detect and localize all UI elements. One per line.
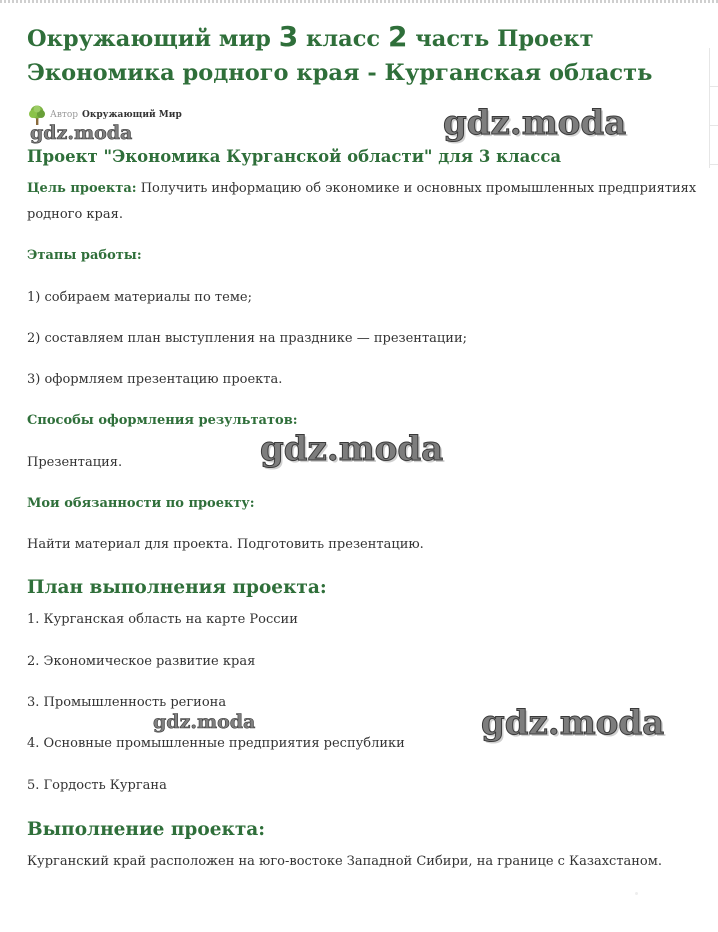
author-name[interactable]: Окружающий Мир [82, 110, 182, 120]
title-line-2: Экономика родного края - Курганская область [27, 60, 653, 86]
plan-heading: План выполнения проекта: [27, 577, 327, 598]
stage-item: 2) составляем план выступления на празднике — презентации; [27, 331, 467, 346]
project-goal [27, 176, 697, 228]
execution-text: Курганский край расположен на юго-востоке Западной Сибири, на границе с Казахстаном. [27, 854, 663, 869]
title-part-number: 2 [387, 20, 408, 53]
decorative-dot [635, 892, 638, 895]
title-grade-number: 3 [278, 20, 299, 53]
watermark-large-1: gdz.moda [443, 103, 627, 143]
watermark-small-1: gdz.moda [30, 122, 133, 144]
watermark-large-3: gdz.moda [481, 703, 665, 743]
duties-text: Найти материал для проекта. Подготовить презентацию. [27, 537, 424, 552]
goal-text: Получить информацию об экономике и основных промышленных предприятиях родного края. [27, 181, 697, 222]
plan-item: 4. Основные промышленные предприятия республики [27, 736, 405, 751]
title-text-2: класс [298, 26, 388, 52]
stages-label: Этапы работы: [27, 248, 142, 263]
methods-text: Презентация. [27, 455, 123, 470]
plan-item: 5. Гордость Кургана [27, 778, 167, 793]
watermark-small-2: gdz.moda [153, 711, 256, 733]
author-label: Автор [50, 110, 79, 120]
plan-item: 2. Экономическое развитие края [27, 654, 256, 669]
stage-item: 1) собираем материалы по теме; [27, 290, 252, 305]
title-text-3: часть Проект [407, 26, 594, 52]
title-text-1: Окружающий мир [27, 26, 279, 52]
stage-item: 3) оформляем презентацию проекта. [27, 372, 283, 387]
plan-item: 1. Курганская область на карте России [27, 612, 298, 627]
top-divider [0, 0, 718, 3]
watermark-large-2: gdz.moda [260, 429, 444, 469]
methods-label: Способы оформления результатов: [27, 413, 298, 428]
side-panel-edge [709, 48, 718, 168]
project-heading: Проект "Экономика Курганской области" для 3 класса [27, 147, 562, 166]
duties-label: Мои обязанности по проекту: [27, 496, 255, 511]
execution-heading: Выполнение проекта: [27, 819, 266, 840]
goal-label: Цель проекта: [27, 181, 137, 196]
page-title [27, 20, 697, 90]
plan-item: 3. Промышленность региона [27, 695, 227, 710]
